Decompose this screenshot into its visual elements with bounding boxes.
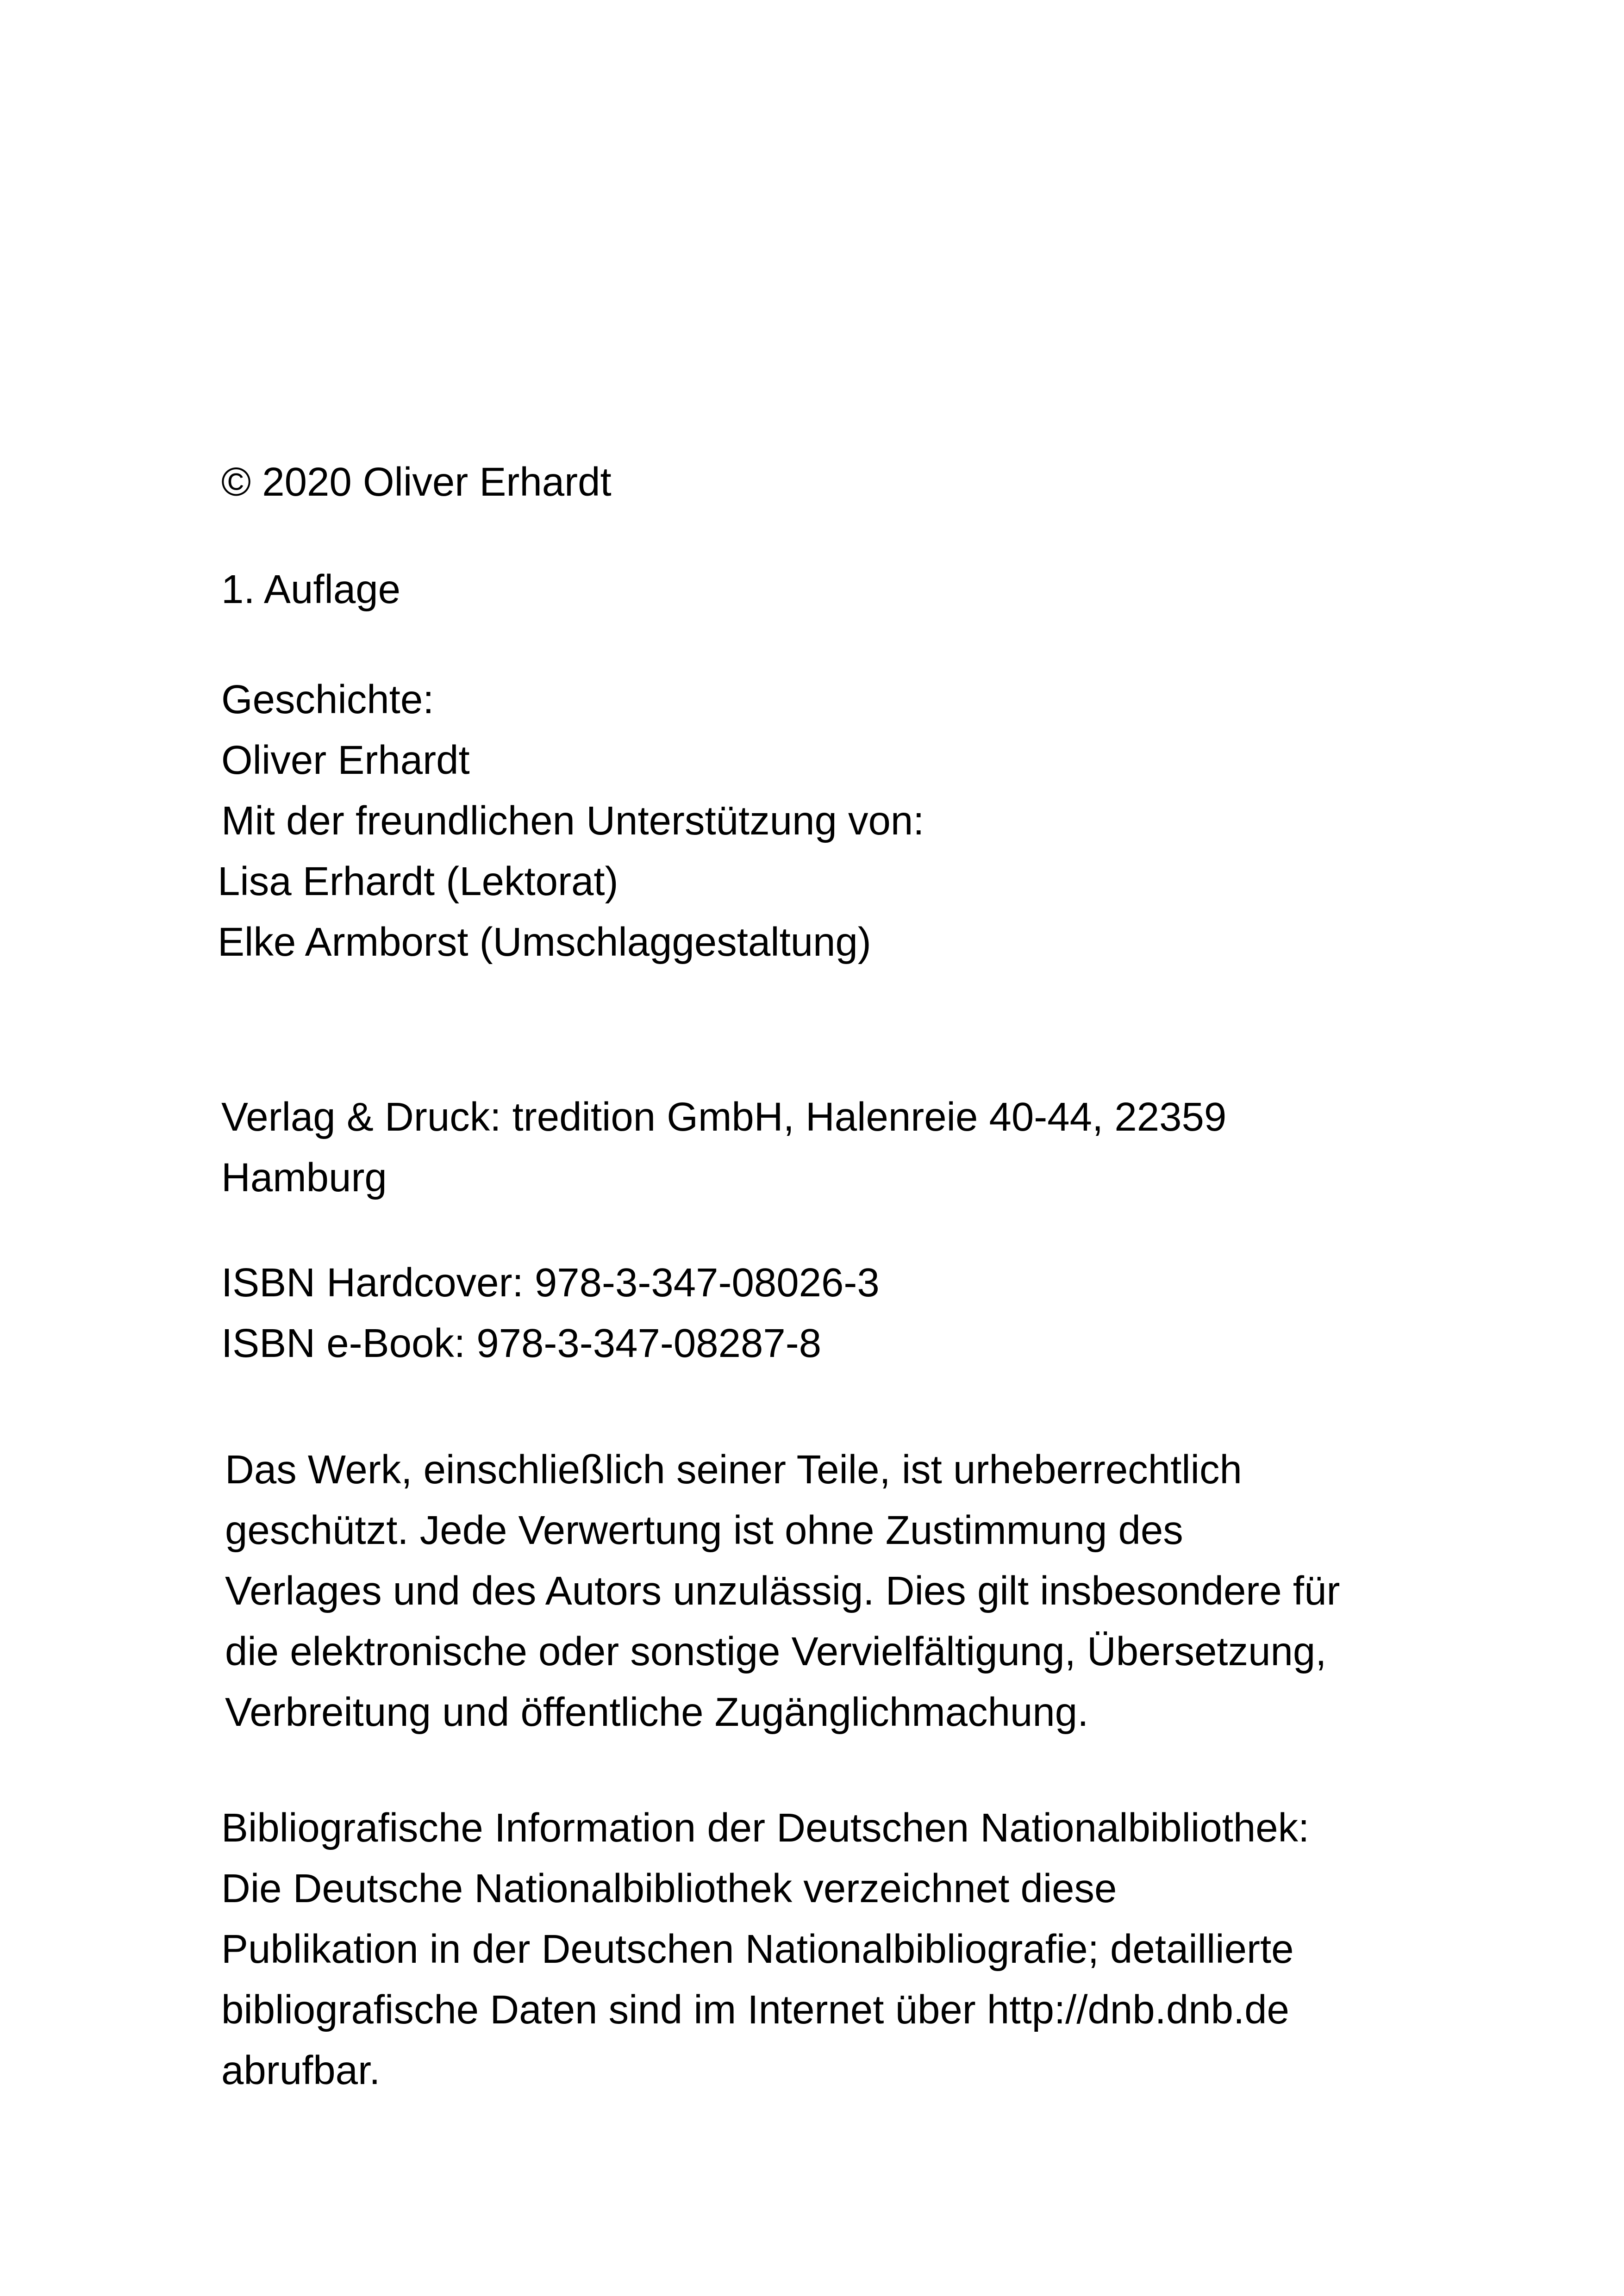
- rights-line: die elektronische oder sonstige Vervielfältigung, Übersetzung,: [225, 1629, 1327, 1674]
- biblio-line: Publikation in der Deutschen Nationalbibliografie; detaillierte: [221, 1927, 1294, 1972]
- isbn-hardcover: ISBN Hardcover: 978-3-347-08026-3: [221, 1260, 880, 1305]
- copyright-notice: [221, 452, 612, 512]
- publisher-line-1: Verlag & Druck: tredition GmbH, Halenreie 40-44, 22359: [221, 1095, 1227, 1139]
- credits-section: [218, 669, 924, 972]
- rights-line: geschützt. Jede Verwertung ist ohne Zustimmung des: [225, 1508, 1183, 1553]
- contributor-editor: Lisa Erhardt (Lektorat): [218, 859, 618, 904]
- isbn-ebook: ISBN e-Book: 978-3-347-08287-8: [221, 1321, 822, 1366]
- bibliographic-info: [221, 1798, 1309, 2101]
- edition-line: 1. Auflage: [221, 567, 400, 612]
- biblio-line: bibliografische Daten sind im Internet über http://dnb.dnb.de: [221, 1987, 1289, 2032]
- copyright-line: © 2020 Oliver Erhardt: [221, 460, 612, 504]
- rights-line: Verlages und des Autors unzulässig. Dies gilt insbesondere für: [225, 1568, 1340, 1613]
- isbn-section: [221, 1252, 880, 1374]
- biblio-line: abrufbar.: [221, 2048, 381, 2093]
- biblio-line: Die Deutsche Nationalbibliothek verzeichnet diese: [221, 1866, 1117, 1911]
- edition-notice: [221, 559, 400, 620]
- biblio-line: Bibliografische Information der Deutschen Nationalbibliothek:: [221, 1805, 1310, 1850]
- publisher-line-2: Hamburg: [221, 1155, 387, 1200]
- contributor-cover-design: Elke Armborst (Umschlaggestaltung): [218, 920, 871, 964]
- rights-line: Das Werk, einschließlich seiner Teile, ist urheberrechtlich: [225, 1447, 1242, 1492]
- story-label: Geschichte:: [221, 677, 434, 722]
- support-label: Mit der freundlichen Unterstützung von:: [221, 798, 924, 843]
- publisher-section: [221, 1087, 1226, 1208]
- rights-notice: [225, 1439, 1340, 1742]
- rights-line: Verbreitung und öffentliche Zugänglichmachung.: [225, 1690, 1089, 1735]
- author-name: Oliver Erhardt: [221, 738, 470, 783]
